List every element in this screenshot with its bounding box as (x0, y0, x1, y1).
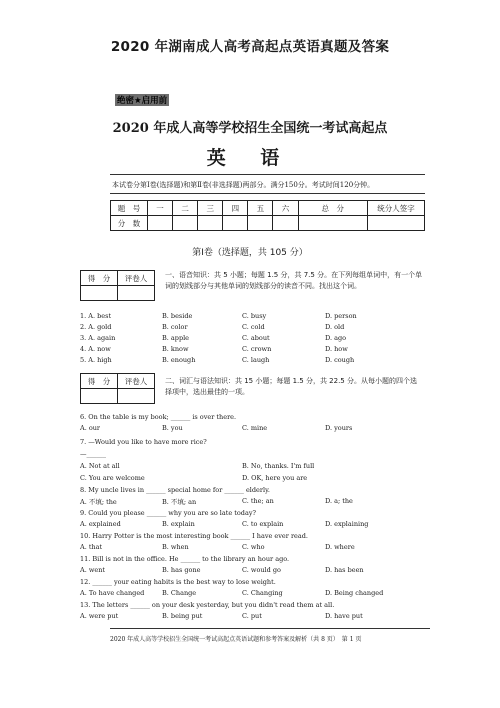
question-stem: 13. The letters ______ on your desk yesterday, but you didn't read them at all. (80, 601, 335, 609)
option: B. enough (162, 356, 196, 364)
question-stem: 6. On the table is my book; ______ is over there. (80, 413, 237, 421)
page-footer: 2020 年成人高等学校招生全国统一考试高起点英语试题和参考答案及解析（共 8 页） 第 1 页 (110, 636, 362, 643)
option: D. where (325, 543, 355, 551)
confidential-stamp (115, 94, 169, 106)
question-sub: —______ (80, 450, 106, 458)
grader-score-cell (81, 389, 118, 404)
option: A. To have changed (80, 589, 145, 597)
divider-bottom (110, 193, 425, 194)
option: C. mine (242, 424, 268, 432)
option: D. yours (325, 424, 353, 432)
option: B. Change (162, 589, 197, 597)
option: B. you (162, 424, 183, 432)
list-item (80, 566, 425, 578)
list-item (80, 589, 425, 601)
option: C. You are welcome (80, 474, 145, 482)
page-title: 2020 年湖南成人高考高起点英语真题及答案 (110, 39, 390, 55)
grader-name-cell (118, 389, 155, 404)
list-item (80, 612, 425, 624)
question-stem: 7. —Would you like to have more rice? (80, 438, 207, 446)
option: A. that (80, 543, 103, 551)
option: D. cough (325, 356, 355, 364)
score-cell: 题 号 (111, 201, 148, 216)
option: 4. A. now (80, 345, 111, 353)
grader-name-label: 评卷人 (118, 271, 155, 286)
score-cell: 分 数 (111, 216, 148, 231)
grader-score-cell (81, 286, 118, 301)
option: D. ago (325, 334, 347, 342)
option: C. laugh (242, 356, 270, 364)
option: C. busy (242, 312, 267, 320)
option: D. Being changed (325, 589, 384, 597)
option: C. to explain (242, 520, 284, 528)
option: 3. A. again (80, 334, 116, 342)
list-item (80, 497, 425, 509)
grader-box-1 (80, 270, 155, 301)
option: D. how (325, 345, 348, 353)
option: A. 不填; the (80, 498, 117, 506)
score-table-value-row (111, 216, 425, 231)
score-cell (298, 216, 367, 231)
question-stem: 9. Could you please ______ why you are so late today? (80, 509, 256, 517)
list-item (80, 424, 425, 438)
subject-heading: 英 语 (206, 147, 294, 169)
option: B. beside (162, 312, 193, 320)
grader-box-2 (80, 373, 155, 404)
grader-score-label: 得 分 (81, 271, 118, 286)
score-cell (148, 216, 173, 231)
score-cell (273, 216, 298, 231)
list-item (80, 462, 425, 474)
option: D. a; the (325, 497, 353, 505)
option: A. explained (80, 520, 121, 528)
option: B. 不填; an (162, 498, 197, 506)
option: B. color (162, 323, 188, 331)
exam-title: 2020 年成人高等学校招生全国统一考试高起点 (112, 121, 388, 136)
score-cell (173, 216, 198, 231)
question-stem: 8. My uncle lives in ______ special home for ______ elderly. (80, 486, 270, 494)
option: D. OK, here you are (242, 474, 308, 482)
score-cell (198, 216, 223, 231)
option: C. Changing (242, 589, 283, 597)
score-cell (248, 216, 273, 231)
score-cell: 四 (223, 201, 248, 216)
grader-name-label: 评卷人 (118, 374, 155, 389)
option: B. explain (162, 520, 195, 528)
option: B. has gone (162, 566, 201, 574)
option: A. Not at all (80, 462, 120, 470)
score-cell (368, 216, 425, 231)
score-cell: 二 (173, 201, 198, 216)
option: B. when (162, 543, 189, 551)
option: B. being put (162, 612, 203, 620)
option: D. have put (325, 612, 363, 620)
list-item (80, 474, 425, 486)
score-cell: 五 (248, 201, 273, 216)
option: D. person (325, 312, 357, 320)
stamp-text: 绝密★启用前 (117, 96, 168, 106)
part2-instruction: 二、词汇与语法知识：共 15 小题；每题 1.5 分，共 22.5 分。从每小题的四个选择项中，选出最佳的一项。 (165, 377, 417, 396)
option: A. went (80, 566, 106, 574)
part2-questions (80, 413, 425, 624)
exam-note: 本试卷分第Ⅰ卷(选择题)和第Ⅱ卷(非选择题)两部分。满分150分。考试时间120分钟。 (112, 181, 375, 189)
option: B. apple (162, 334, 190, 342)
score-table-header-row (111, 201, 425, 216)
question-stem: 12. ______ your eating habits is the best way to lose weight. (80, 578, 276, 586)
option: D. has been (325, 566, 364, 574)
score-table (110, 200, 425, 231)
option: B. know (162, 345, 189, 353)
question-stem: 10. Harry Potter is the most interesting book ______ I have ever read. (80, 532, 309, 540)
option: C. would go (242, 566, 281, 574)
option: B. No, thanks. I'm full (242, 462, 315, 470)
option: C. who (242, 543, 265, 551)
option: D. old (325, 323, 345, 331)
score-cell (223, 216, 248, 231)
score-cell: 一 (148, 201, 173, 216)
option: 5. A. high (80, 356, 112, 364)
score-cell: 六 (273, 201, 298, 216)
divider-top (110, 174, 425, 175)
grader-name-cell (118, 286, 155, 301)
option: A. our (80, 424, 101, 432)
option: C. cold (242, 323, 265, 331)
part1-instruction: 一、语音知识：共 5 小题；每题 1.5 分，共 7.5 分。在下列每组单词中，有一个单词的划线部分与其他单词的划线部分的读音不同。找出这个词。 (165, 271, 423, 290)
option: A. were put (80, 612, 119, 620)
score-cell: 统分人签字 (368, 201, 425, 216)
score-cell: 三 (198, 201, 223, 216)
question-stem: 11. Bill is not in the office. He ______ to the library an hour ago. (80, 555, 290, 563)
option: 1. A. best (80, 312, 112, 320)
option: C. crown (242, 345, 272, 353)
section-heading: 第Ⅰ卷（选择题，共 105 分） (192, 248, 308, 258)
footer-divider (110, 628, 430, 629)
grader-score-label: 得 分 (81, 374, 118, 389)
option: C. about (242, 334, 270, 342)
option: C. the; an (242, 497, 274, 505)
list-item (80, 543, 425, 555)
score-cell: 总 分 (298, 201, 367, 216)
option: 2. A. gold (80, 323, 112, 331)
option: D. explaining (325, 520, 369, 528)
list-item (80, 520, 425, 532)
option: C. put (242, 612, 262, 620)
